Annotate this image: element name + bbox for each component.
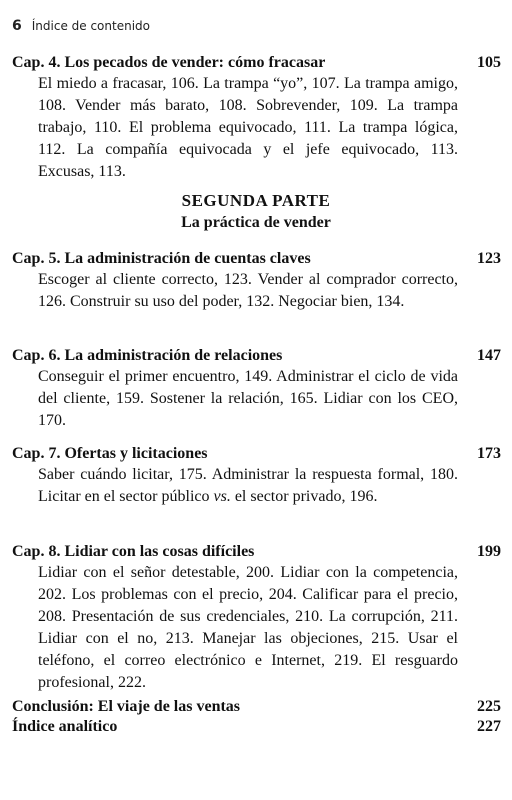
toc-entry-chapter-5 bbox=[12, 248, 501, 313]
chapter-heading bbox=[12, 52, 501, 73]
chapter-title: Cap. 7. Ofertas y licitaciones bbox=[12, 445, 208, 462]
chapter-page-number: 199 bbox=[477, 543, 501, 560]
chapter-sections: Lidiar con el señor detestable, 200. Lidiar con la competencia, 202. Los problemas con el precio, 204. Calificar para el precio, 208. Presentación de sus credenciales, 210. La corrupción, 211. Lidiar con el no, 213. Manejar las objeciones, 215. Usar el teléfono, el correo electrónico e Internet, 219. El resguardo profesional, 222. bbox=[38, 564, 458, 691]
entry-title: Conclusión: El viaje de las ventas bbox=[12, 698, 241, 715]
chapter-page-number: 173 bbox=[477, 445, 501, 462]
part-subtitle: La práctica de vender bbox=[181, 214, 331, 231]
toc-entry-conclusion bbox=[12, 697, 501, 717]
chapter-heading bbox=[12, 541, 501, 562]
chapter-sections: Escoger al cliente correcto, 123. Vender al comprador correcto, 126. Construir su uso del poder, 132. Negociar bien, 134. bbox=[38, 271, 458, 310]
toc-entry-chapter-7 bbox=[12, 443, 501, 508]
toc-entry-chapter-8 bbox=[12, 541, 501, 694]
chapter-heading bbox=[12, 345, 501, 366]
part-title: SEGUNDA PARTE bbox=[181, 191, 331, 210]
chapter-title: Cap. 4. Los pecados de vender: cómo fracasar bbox=[12, 54, 326, 71]
chapter-title: Cap. 6. La administración de relaciones bbox=[12, 347, 283, 364]
page-number: 6 bbox=[12, 18, 22, 34]
chapter-page-number: 147 bbox=[477, 347, 501, 364]
chapter-heading bbox=[12, 443, 501, 464]
part-header bbox=[0, 190, 512, 234]
chapter-page-number: 123 bbox=[477, 250, 501, 267]
chapter-title: Cap. 5. La administración de cuentas claves bbox=[12, 250, 311, 267]
running-title: Índice de contenido bbox=[31, 19, 150, 33]
toc-entry-chapter-4 bbox=[12, 52, 501, 183]
entry-page-number: 227 bbox=[477, 718, 501, 735]
entry-page-number: 225 bbox=[477, 698, 501, 715]
entry-title: Índice analítico bbox=[12, 718, 118, 735]
chapter-sections: El miedo a fracasar, 106. La trampa “yo”, 107. La trampa amigo, 108. Vender más barato, 108. Sobrevender, 109. La trampa trabajo, 110. El problema equivocado, 111. La trampa lógica, 112. La compañía equivocada y el jefe equivocado, 113. Excusas, 113. bbox=[38, 75, 458, 180]
running-header bbox=[12, 18, 150, 34]
chapter-title: Cap. 8. Lidiar con las cosas difíciles bbox=[12, 543, 255, 560]
chapter-page-number: 105 bbox=[477, 54, 501, 71]
toc-entry-index bbox=[12, 717, 501, 737]
chapter-sections: Conseguir el primer encuentro, 149. Administrar el ciclo de vida del cliente, 159. Sostener la relación, 165. Lidiar con los CEO, 170. bbox=[38, 368, 458, 429]
chapter-heading bbox=[12, 248, 501, 269]
chapter-sections: Saber cuándo licitar, 175. Administrar la respuesta formal, 180. Licitar en el sector público vs. el sector privado, 196. bbox=[38, 466, 458, 505]
toc-entry-chapter-6 bbox=[12, 345, 501, 432]
